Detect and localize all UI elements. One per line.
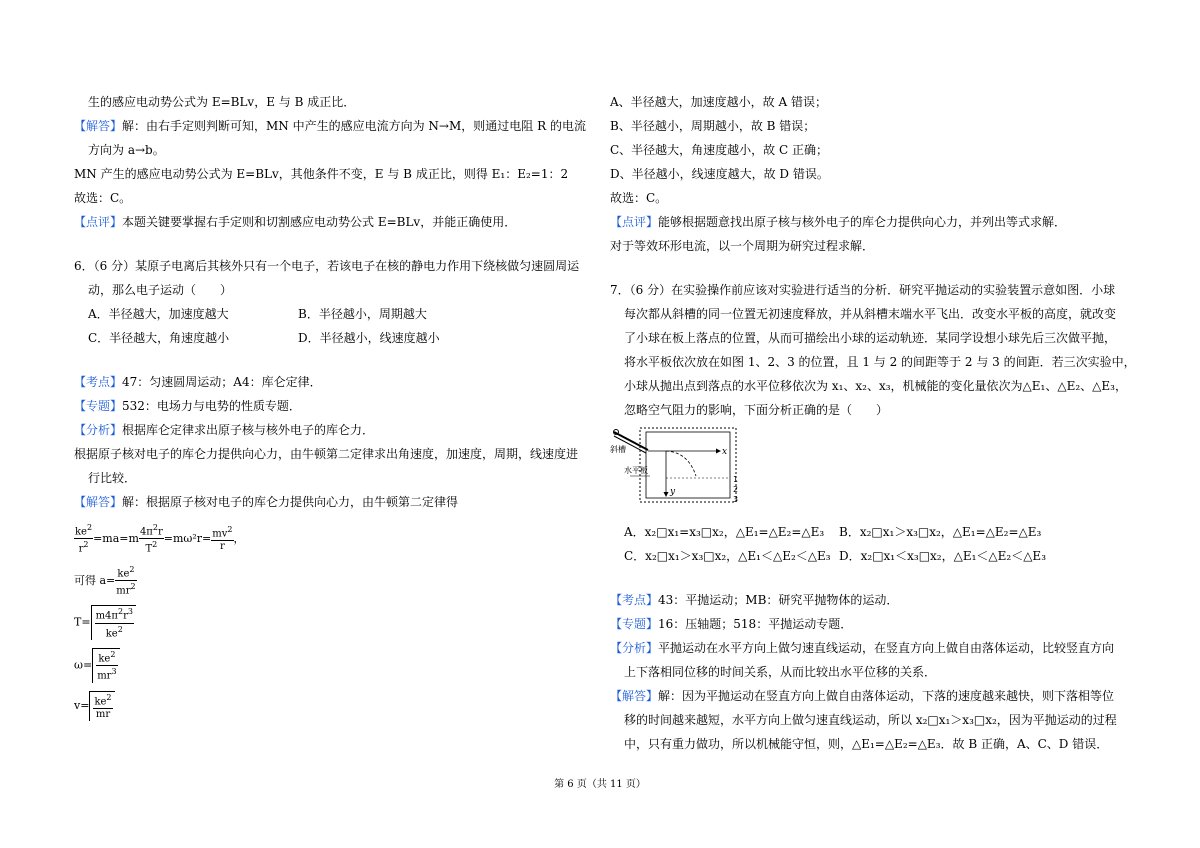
text-line: D、半径越小，线速度越大，故 D 错误。 bbox=[610, 167, 829, 181]
left-column bbox=[74, 90, 600, 729]
text-line: 解：因为平抛运动在竖直方向上做自由落体运动，下落的速度越来越快，则下落相等位 bbox=[658, 689, 1115, 703]
formula-velocity: v= $\frac{ke^2}{mr}$ bbox=[74, 691, 600, 721]
answer-tag: 【解答】 bbox=[74, 119, 123, 133]
text-line: B、半径越小，周期越小，故 B 错误； bbox=[610, 119, 816, 133]
text-line: 根据原子核对电子的库仑力提供向心力，由牛顿第二定律求出角速度，加速度，周期，线速度进 bbox=[74, 447, 579, 461]
topic-tag: 【专题】 bbox=[610, 617, 659, 631]
label-x: x bbox=[722, 447, 728, 457]
analysis-tag: 【分析】 bbox=[610, 641, 659, 655]
page-footer: 第 6 页（共 11 页） bbox=[554, 779, 646, 790]
question-7-stem: 每次都从斜槽的同一位置无初速度释放，并从斜槽末端水平飞出．改变水平板的高度，就改变 bbox=[624, 307, 1117, 321]
text-line: 根据库仑定律求出原子核与核外电子的库仑力． bbox=[122, 423, 375, 437]
text-line: 平抛运动在水平方向上做匀速直线运动，在竖直方向上做自由落体运动，比较竖直方向 bbox=[658, 641, 1115, 655]
knowledge-point-tag: 【考点】 bbox=[74, 375, 123, 389]
question-6-stem: 动，那么电子运动（ ） bbox=[88, 283, 233, 297]
answer-tag: 【解答】 bbox=[610, 689, 659, 703]
question-7-stem: 小球从抛出点到落点的水平位移依次为 x₁、x₂、x₃，机械能的变化量依次为△E₁、△E₂、△E₃， bbox=[624, 379, 1127, 393]
text-line: 16：压轴题；518：平抛运动专题． bbox=[658, 617, 853, 631]
text-line: A、半径越大，加速度越小，故 A 错误； bbox=[610, 95, 827, 109]
text-line: C、半径越大，角速度越小，故 C 正确； bbox=[610, 143, 828, 157]
text-line: 解：由右手定则判断可知，MN 中产生的感应电流方向为 N→M，则通过电阻 R 的电流 bbox=[122, 119, 586, 133]
text-line: 故选：C。 bbox=[74, 191, 132, 205]
text-line: 47：匀速圆周运动；A4：库仑定律． bbox=[122, 375, 322, 389]
text-line: 43：平抛运动；MB：研究平抛物体的运动． bbox=[658, 593, 899, 607]
text-line: 生的感应电动势公式为 E=BLv，E 与 B 成正比． bbox=[88, 95, 356, 109]
knowledge-point-tag: 【考点】 bbox=[610, 593, 659, 607]
answer-tag: 【解答】 bbox=[74, 495, 123, 509]
text-line: 上下落相同位移的时间关系，从而比较出水平位移的关系． bbox=[624, 665, 937, 679]
comment-tag: 【点评】 bbox=[610, 215, 659, 229]
option-c: C．半径越大，角速度越小 bbox=[88, 331, 230, 345]
x-axis-arrow bbox=[716, 449, 721, 454]
text-line: 能够根据题意找出原子核与核外电子的库仑力提供向心力，并列出等式求解． bbox=[658, 215, 1067, 229]
question-6-stem: 6．（6 分）某原子电离后其核外只有一个电子，若该电子在核的静电力作用下绕核做匀速圆周运 bbox=[74, 259, 580, 273]
text-line: 对于等效环形电流，以一个周期为研究过程求解． bbox=[610, 239, 875, 253]
formula-period: T= $\frac{m4\pi^2r^3}{ke^2}$ bbox=[74, 605, 600, 640]
question-7-stem: 将水平板依次放在如图 1、2、3 的位置，且 1 与 2 的间距等于 2 与 3 的间距．若三次实验中， bbox=[624, 355, 1136, 369]
question-7-stem: 忽略空气阻力的影响，下面分析正确的是（ ） bbox=[624, 403, 889, 417]
option-b: B．x₂□x₁＞x₃□x₂，△E₁=△E₂=△E₃ bbox=[839, 525, 1042, 539]
apparatus-inner-frame bbox=[646, 432, 730, 498]
label-2: 2 bbox=[733, 485, 739, 494]
option-d: D．x₂□x₁＜x₃□x₂，△E₁＜△E₂＜△E₃ bbox=[839, 549, 1047, 563]
question-7-stem: 了小球在板上落点的位置，从而可描绘出小球的运动轨迹．某同学设想小球先后三次做平抛， bbox=[624, 331, 1117, 345]
projectile-apparatus-diagram bbox=[610, 426, 760, 510]
option-c: C．x₂□x₁＞x₃□x₂，△E₁＜△E₂＜△E₃ bbox=[624, 549, 831, 563]
label-3: 3 bbox=[733, 495, 739, 504]
trajectory-curve bbox=[666, 451, 696, 476]
question-7-stem: 7．（6 分）在实验操作前应该对实验进行适当的分析．研究平抛运动的实验装置示意如图．小球 bbox=[610, 283, 1116, 297]
text-line: 解：根据原子核对电子的库仑力提供向心力，由牛顿第二定律得 bbox=[122, 495, 459, 509]
option-a: A．x₂□x₁=x₃□x₂，△E₁=△E₂=△E₃ bbox=[624, 525, 825, 539]
text-line: 移的时间越来越短，水平方向上做匀速直线运动，所以 x₂□x₁＞x₃□x₂，因为平抛运动的过程 bbox=[624, 713, 1117, 727]
comment-tag: 【点评】 bbox=[74, 215, 123, 229]
label-y: y bbox=[670, 487, 676, 497]
option-b: B．半径越小，周期越大 bbox=[298, 307, 427, 321]
y-axis-arrow bbox=[664, 492, 669, 497]
text-line: 中，只有重力做功，所以机械能守恒，则，△E₁=△E₂=△E₃．故 B 正确，A、C、D 错误． bbox=[624, 737, 1109, 751]
formula-main: $\frac{ke^2}{r^2}$ =ma=m $\frac{4\pi^2r}{T^2}$ =mω²r= $\frac{mv^2}{r}$ ， bbox=[75, 523, 245, 555]
text-line: 532：电场力与电势的性质专题． bbox=[122, 399, 301, 413]
label-slope: 斜槽 bbox=[610, 445, 626, 454]
text-line: 方向为 a→b。 bbox=[88, 143, 165, 157]
option-d: D．半径越小，线速度越小 bbox=[298, 331, 440, 345]
apparatus-frame bbox=[640, 428, 739, 504]
formula-acceleration: 可得 a= $\frac{ke^2}{mr^2}$ bbox=[74, 564, 136, 597]
analysis-tag: 【分析】 bbox=[74, 423, 123, 437]
formula-angular-velocity: ω= $\frac{ke^2}{mr^3}$ bbox=[74, 648, 600, 683]
text-line: 本题关键要掌握右手定则和切割感应电动势公式 E=BLv，并能正确使用． bbox=[122, 215, 517, 229]
question-6-options bbox=[74, 302, 600, 350]
label-board: 水平板 bbox=[624, 466, 648, 475]
text-line: 故选：C。 bbox=[610, 191, 668, 205]
text-line: 行比较． bbox=[88, 471, 137, 485]
text-line: MN 产生的感应电动势公式为 E=BLv，其他条件不变，E 与 B 成正比，则得 E₁：E₂=1：2 bbox=[74, 167, 569, 181]
topic-tag: 【专题】 bbox=[74, 399, 123, 413]
label-1: 1 bbox=[733, 475, 739, 484]
question-7-options bbox=[610, 520, 1150, 568]
option-a: A．半径越大，加速度越大 bbox=[88, 307, 229, 321]
right-column bbox=[610, 90, 1150, 756]
